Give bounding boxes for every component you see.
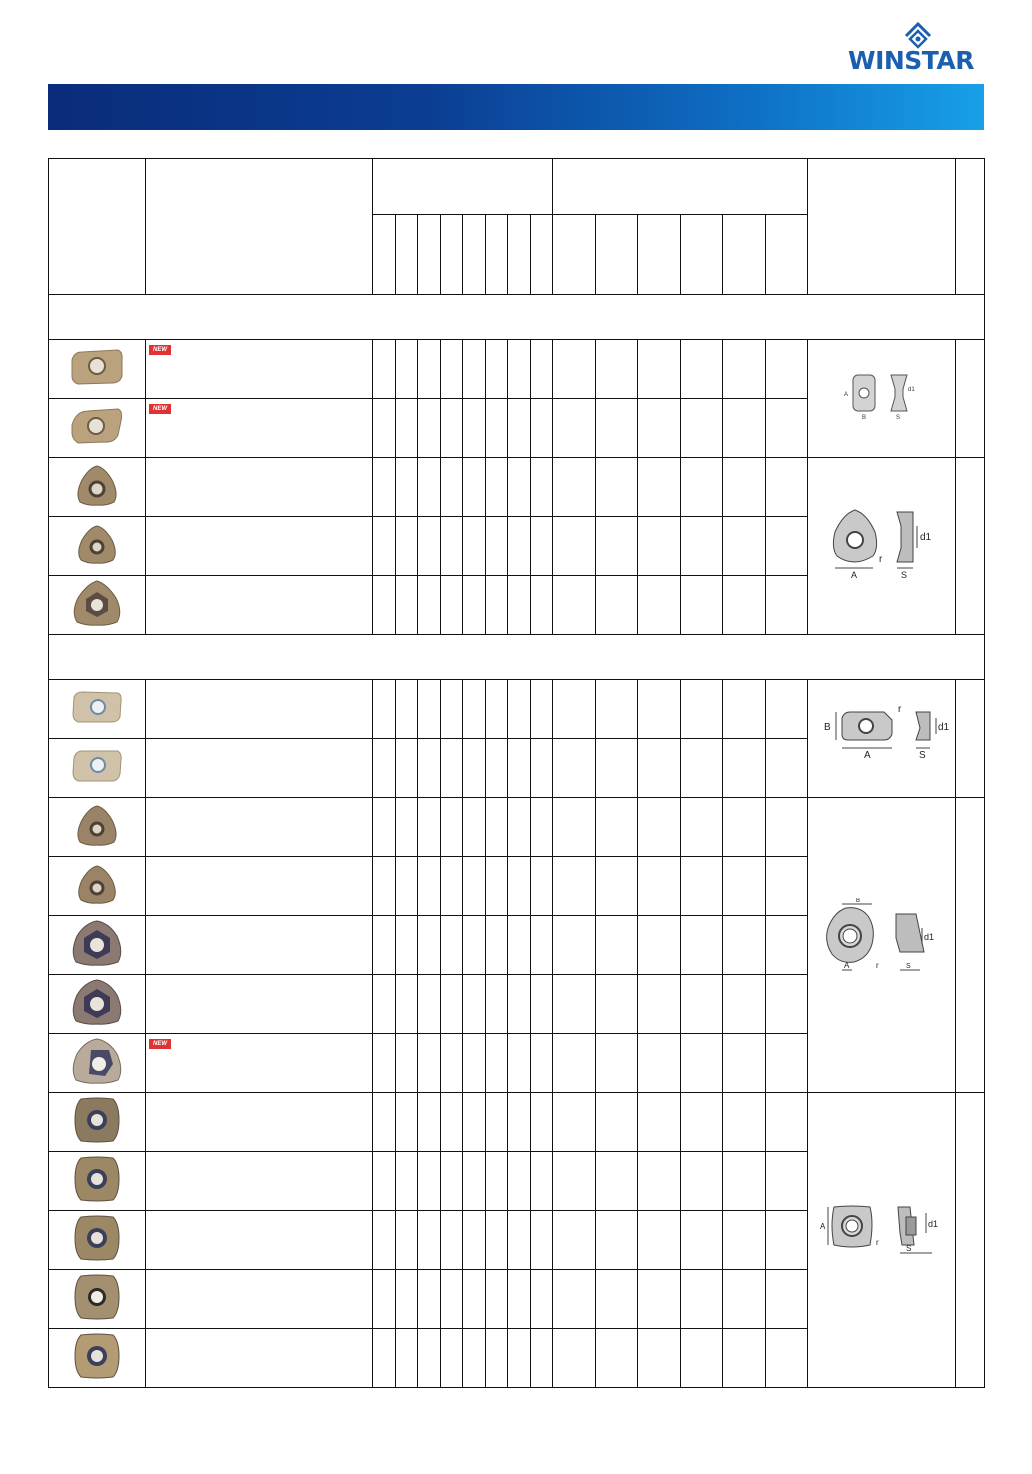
insert-designation-cell bbox=[146, 916, 373, 975]
insert-drawing bbox=[808, 1093, 956, 1388]
svg-text:S: S bbox=[918, 750, 926, 761]
trigon-insert-drawing bbox=[812, 898, 952, 988]
insert-photo bbox=[49, 1270, 146, 1329]
svg-text:B: B bbox=[855, 897, 860, 904]
insert-designation-cell bbox=[146, 1093, 373, 1152]
insert-photo bbox=[49, 857, 146, 916]
svg-text:d1: d1 bbox=[923, 931, 934, 942]
insert-rect-icon bbox=[68, 746, 126, 786]
svg-text:A: A bbox=[819, 1221, 825, 1231]
insert-drawing bbox=[808, 680, 956, 798]
insert-photo bbox=[49, 1211, 146, 1270]
insert-designation-cell bbox=[146, 399, 373, 458]
header-drawing bbox=[808, 159, 956, 295]
insert-photo bbox=[49, 916, 146, 975]
svg-text:S: S bbox=[900, 569, 907, 580]
logo-wordmark: WINSTAR bbox=[848, 46, 975, 75]
insert-designation-cell bbox=[146, 975, 373, 1034]
insert-photo bbox=[49, 340, 146, 399]
insert-designation-cell bbox=[146, 1329, 373, 1388]
insert-square-icon bbox=[71, 1272, 123, 1322]
svg-text:S: S bbox=[905, 1243, 911, 1253]
insert-designation-cell bbox=[146, 1211, 373, 1270]
insert-photo bbox=[49, 576, 146, 635]
insert-photo bbox=[49, 680, 146, 739]
svg-text:B: B bbox=[823, 722, 831, 733]
svg-text:r: r bbox=[875, 960, 879, 970]
insert-photo bbox=[49, 1329, 146, 1388]
winstar-logo bbox=[848, 22, 988, 75]
svg-text:r: r bbox=[875, 1237, 879, 1247]
insert-trigon-icon bbox=[72, 521, 122, 567]
section-row bbox=[49, 295, 985, 340]
insert-designation-cell bbox=[146, 857, 373, 916]
header-image bbox=[49, 159, 146, 295]
insert-square-icon bbox=[71, 1331, 123, 1381]
insert-rect-icon bbox=[68, 405, 126, 447]
insert-designation-cell bbox=[146, 739, 373, 798]
header-designation bbox=[146, 159, 373, 295]
header-banner bbox=[48, 84, 984, 130]
svg-text:d1: d1 bbox=[937, 722, 949, 733]
new-badge: NEW bbox=[149, 1039, 171, 1049]
svg-text:A: A bbox=[843, 392, 848, 398]
square-insert-drawing bbox=[812, 1193, 952, 1283]
insert-photo bbox=[49, 458, 146, 517]
insert-designation-cell bbox=[146, 1034, 373, 1093]
rect-insert-drawing bbox=[812, 696, 952, 776]
insert-designation-cell bbox=[146, 798, 373, 857]
insert-designation-cell bbox=[146, 340, 373, 399]
svg-text:A: A bbox=[843, 960, 849, 970]
svg-text:B: B bbox=[861, 415, 866, 421]
section-row bbox=[49, 635, 985, 680]
insert-photo bbox=[49, 1152, 146, 1211]
rect-insert-drawing bbox=[837, 361, 927, 431]
insert-designation-cell bbox=[146, 458, 373, 517]
trigon-insert-drawing bbox=[817, 504, 947, 584]
svg-text:d1: d1 bbox=[919, 531, 931, 543]
insert-drawing bbox=[808, 340, 956, 458]
insert-trigon-icon bbox=[72, 802, 122, 848]
insert-designation-cell bbox=[146, 517, 373, 576]
insert-trigon-icon bbox=[72, 462, 122, 508]
insert-rect-icon bbox=[68, 346, 126, 388]
svg-text:A: A bbox=[863, 750, 871, 761]
svg-text:d1: d1 bbox=[907, 387, 915, 393]
new-badge: NEW bbox=[149, 404, 171, 414]
insert-trigon-icon bbox=[69, 1036, 125, 1086]
svg-text:S: S bbox=[905, 962, 911, 970]
header-dimensions-group bbox=[553, 159, 808, 215]
insert-photo bbox=[49, 1093, 146, 1152]
new-badge: NEW bbox=[149, 345, 171, 355]
insert-square-icon bbox=[71, 1095, 123, 1145]
insert-trigon-icon bbox=[69, 578, 125, 628]
insert-square-icon bbox=[71, 1213, 123, 1263]
insert-designation-cell bbox=[146, 1270, 373, 1329]
insert-designation-cell bbox=[146, 1152, 373, 1211]
insert-trigon-icon bbox=[69, 977, 125, 1027]
insert-drawing bbox=[808, 458, 956, 635]
header-page bbox=[956, 159, 985, 295]
insert-photo bbox=[49, 399, 146, 458]
insert-rect-icon bbox=[68, 687, 126, 727]
insert-trigon-icon bbox=[72, 861, 122, 907]
insert-table bbox=[48, 158, 985, 1388]
insert-photo bbox=[49, 1034, 146, 1093]
svg-text:A: A bbox=[850, 569, 857, 580]
header-grades-group bbox=[373, 159, 553, 215]
insert-trigon-icon bbox=[69, 918, 125, 968]
insert-photo bbox=[49, 739, 146, 798]
insert-photo bbox=[49, 798, 146, 857]
insert-square-icon bbox=[71, 1154, 123, 1204]
svg-text:r: r bbox=[897, 704, 901, 715]
insert-drawing bbox=[808, 798, 956, 1093]
insert-designation-cell bbox=[146, 576, 373, 635]
insert-photo bbox=[49, 975, 146, 1034]
svg-text:d1: d1 bbox=[927, 1218, 938, 1229]
insert-photo bbox=[49, 517, 146, 576]
svg-text:S: S bbox=[895, 415, 900, 421]
insert-designation-cell bbox=[146, 680, 373, 739]
svg-text:r: r bbox=[878, 553, 882, 565]
